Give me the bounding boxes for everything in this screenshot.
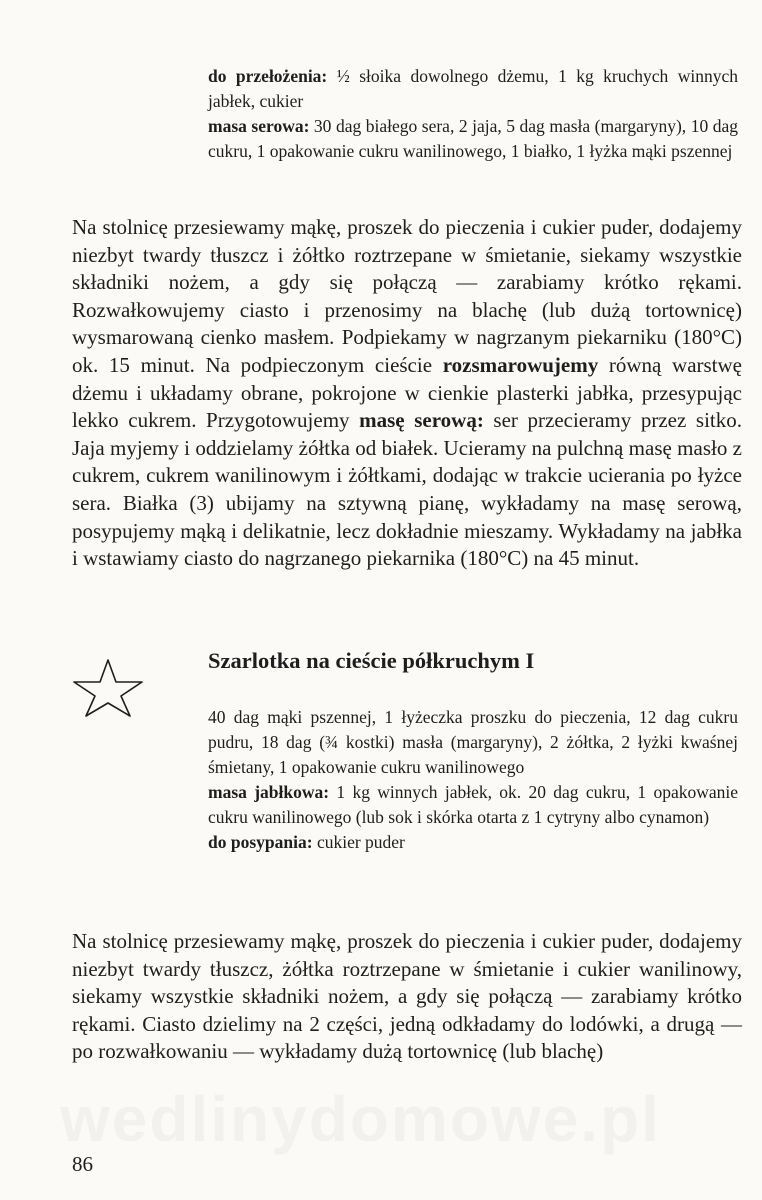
ingredient-label: do przełożenia: [208, 66, 328, 86]
ingredient-line-cheese [208, 114, 738, 164]
ingredient-line-apple [208, 780, 738, 830]
paragraph-text: Na stolnicę przesiewamy mąkę, proszek do pieczenia i cukier puder, dodajemy niezbyt twardy tłuszcz i żółtko roztrzepane w śmietanie, siekamy wszystkie składniki nożem, a gdy się połączą — zarabiamy krótko rękami. Rozwałkowujemy ciasto i przenosimy na blachę (lub dużą tortownicę) wysmarowaną cienko masłem. Podpiekamy w nagrzanym piekarniku (180°C) ok. 15 minut. Na podpieczonym cieście [72, 215, 742, 377]
ingredient-line-filling [208, 64, 738, 114]
watermark: wedlinydomowe.pl [60, 1083, 661, 1155]
ingredient-text: 1 kg winnych jabłek, ok. 20 dag cukru, 1 opakowanie cukru wanilinowego (lub sok i skórka otarta z 1 cytryny albo cynamon) [208, 782, 738, 827]
emphasis-text: masę serową: [359, 408, 484, 433]
ingredient-text: ½ słoika dowolnego dżemu, 1 kg kruchych winnych jabłek, cukier [208, 66, 738, 111]
ingredient-text: cukier puder [312, 832, 405, 852]
paragraph-text: ser przecieramy przez sitko. Jaja myjemy i oddzielamy żółtka od białek. Ucieramy na pulchną masę masło z cukrem, cukrem wanilinowym i żółtkami, dodając w trakcie ucierania po łyżce sera. Białka (3) ubijamy na sztywną pianę, wykładamy na masę serową, posypujemy mąką i delikatnie, lecz dokładnie mieszamy. Wykładamy na jabłka i wstawiamy ciasto do nagrzanego piekarnika (180°C) na 45 minut. [72, 408, 742, 571]
ingredient-line-dough: 40 dag mąki pszennej, 1 łyżeczka proszku do pieczenia, 12 dag cukru pudru, 18 dag (¾ kostki) masła (margaryny), 2 żółtka, 2 łyżki kwaśnej śmietany, 1 opakowanie cukru wanilinowego [208, 707, 738, 777]
recipe-ingredients [208, 705, 738, 855]
ingredient-label: masa jabłkowa: [208, 782, 330, 802]
paragraph-text: równą warstwę dżemu i układamy obrane, pokrojone w cienkie plasterki jabłka, przesypując lekko cukrem. Przygotowujemy [72, 352, 743, 433]
page-number: 86 [72, 1152, 93, 1176]
top-ingredients [208, 64, 738, 164]
emphasis-text: rozsmarowujemy [442, 352, 599, 377]
ingredient-text: 30 dag białego sera, 2 jaja, 5 dag masła (margaryny), 10 dag cukru, 1 opakowanie cukru wanilinowego, 1 białko, 1 łyżka mąki pszennej [208, 116, 738, 161]
ingredient-label: do posypania: [208, 832, 313, 852]
ingredient-line-topping [208, 830, 738, 855]
paragraph-text: Na stolnicę przesiewamy mąkę, proszek do pieczenia i cukier puder, dodajemy niezbyt twardy tłuszcz, żółtka roztrzepane w śmietanie i cukier wanilinowy, siekamy wszystkie składniki nożem, a gdy się połączą — zarabiamy krótko rękami. Ciasto dzielimy na 2 części, jedną odkładamy do lodówki, a drugą — po rozwałkowaniu — wykładamy dużą tortownicę (lub blachę) [72, 929, 742, 1064]
star-outline-icon [72, 658, 144, 718]
ingredient-label: masa serowa: [208, 116, 310, 136]
instructions-paragraph-2 [72, 928, 742, 1066]
recipe-title: Szarlotka na cieście półkruchym I [208, 648, 535, 673]
instructions-paragraph-1 [72, 214, 742, 573]
